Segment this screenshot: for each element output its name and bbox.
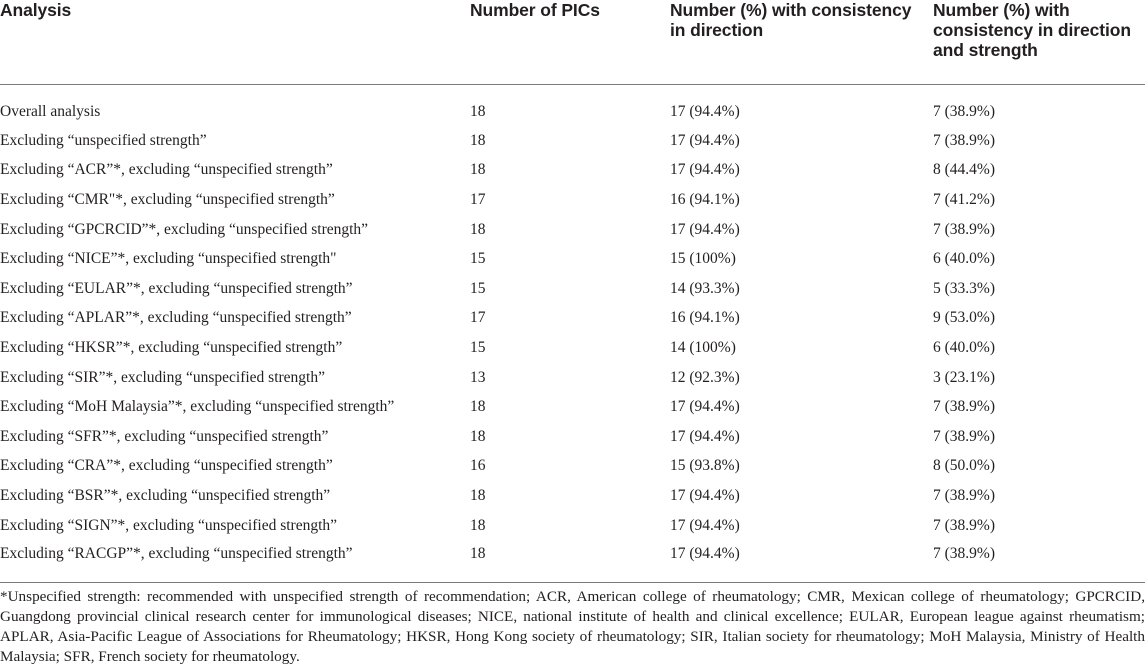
cell-pics: 18: [470, 103, 486, 121]
header-number-of-pics: Number of PICs: [468, 0, 668, 84]
cell-analysis: Excluding “unspecified strength”: [0, 131, 207, 149]
cell-analysis: Excluding “RACGP”*, excluding “unspecified strength”: [0, 545, 353, 563]
cell-analysis: Excluding “SFR”*, excluding “unspecified strength”: [0, 427, 329, 445]
table-row: [0, 511, 1145, 541]
cell-direction-strength: 8 (44.4%): [933, 161, 995, 179]
cell-direction: 16 (94.1%): [670, 309, 740, 327]
table-row: [0, 481, 1145, 511]
cell-analysis: Excluding “NICE”*, excluding “unspecified strength": [0, 250, 337, 268]
cell-direction: 17 (94.4%): [670, 516, 740, 534]
table-row: [0, 422, 1145, 452]
cell-analysis: Excluding “EULAR”*, excluding “unspecified strength”: [0, 279, 353, 297]
table-row: [0, 304, 1145, 334]
cell-direction-strength: 7 (38.9%): [933, 131, 995, 149]
cell-direction: 15 (93.8%): [670, 457, 740, 475]
cell-direction-strength: 7 (38.9%): [933, 516, 995, 534]
cell-pics: 17: [470, 190, 486, 208]
cell-pics: 18: [470, 220, 486, 238]
table-row: [0, 156, 1145, 186]
table-body: [0, 84, 1145, 578]
table-row: [0, 215, 1145, 245]
table-bottom-rule: [0, 582, 1145, 583]
cell-pics: 18: [470, 131, 486, 149]
cell-direction-strength: 7 (41.2%): [933, 190, 995, 208]
cell-direction: 17 (94.4%): [670, 161, 740, 179]
cell-direction: 17 (94.4%): [670, 398, 740, 416]
cell-direction-strength: 6 (40.0%): [933, 338, 995, 356]
table-row: [0, 392, 1145, 422]
cell-pics: 15: [470, 250, 486, 268]
cell-direction-strength: 7 (38.9%): [933, 545, 995, 563]
table-row: [0, 126, 1145, 156]
header-consistency-direction: Number (%) with consistency in direction: [668, 0, 931, 84]
cell-analysis: Excluding “BSR”*, excluding “unspecified strength”: [0, 486, 331, 504]
cell-analysis: Excluding “HKSR”*, excluding “unspecified strength”: [0, 338, 343, 356]
table-row: [0, 274, 1145, 304]
cell-pics: 18: [470, 486, 486, 504]
cell-analysis: Excluding “GPCRCID”*, excluding “unspecified strength”: [0, 220, 369, 238]
header-consistency-direction-strength: Number (%) with consistency in direction and strength: [931, 0, 1145, 84]
table-row: [0, 84, 1145, 126]
cell-pics: 15: [470, 338, 486, 356]
cell-direction-strength: 8 (50.0%): [933, 457, 995, 475]
table-row: [0, 363, 1145, 393]
cell-direction: 15 (100%): [670, 250, 736, 268]
cell-direction-strength: 7 (38.9%): [933, 103, 995, 121]
cell-pics: 18: [470, 427, 486, 445]
table-row: [0, 244, 1145, 274]
cell-direction: 16 (94.1%): [670, 190, 740, 208]
cell-analysis: Excluding “ACR”*, excluding “unspecified strength”: [0, 161, 333, 179]
cell-direction: 12 (92.3%): [670, 368, 740, 386]
header-analysis: Analysis: [0, 0, 468, 84]
cell-direction: 17 (94.4%): [670, 131, 740, 149]
cell-direction: 14 (100%): [670, 338, 736, 356]
cell-pics: 16: [470, 457, 486, 475]
cell-pics: 15: [470, 279, 486, 297]
cell-direction: 17 (94.4%): [670, 427, 740, 445]
cell-pics: 18: [470, 161, 486, 179]
cell-direction-strength: 5 (33.3%): [933, 279, 995, 297]
table-row: [0, 185, 1145, 215]
cell-pics: 18: [470, 516, 486, 534]
table-row: [0, 333, 1145, 363]
cell-analysis: Excluding “SIR”*, excluding “unspecified strength”: [0, 368, 325, 386]
cell-direction: 17 (94.4%): [670, 486, 740, 504]
cell-pics: 17: [470, 309, 486, 327]
cell-pics: 18: [470, 545, 486, 563]
cell-analysis: Excluding “MoH Malaysia”*, excluding “unspecified strength”: [0, 398, 395, 416]
cell-direction: 17 (94.4%): [670, 220, 740, 238]
cell-analysis: Excluding “CMR"*, excluding “unspecified strength”: [0, 190, 335, 208]
cell-direction-strength: 3 (23.1%): [933, 368, 995, 386]
cell-pics: 18: [470, 398, 486, 416]
cell-direction-strength: 6 (40.0%): [933, 250, 995, 268]
header-row: [0, 0, 1145, 84]
table-row: [0, 452, 1145, 482]
cell-direction-strength: 9 (53.0%): [933, 309, 995, 327]
cell-direction-strength: 7 (38.9%): [933, 220, 995, 238]
cell-analysis: Excluding “APLAR”*, excluding “unspecified strength”: [0, 309, 352, 327]
cell-analysis: Overall analysis: [0, 103, 101, 121]
cell-direction-strength: 7 (38.9%): [933, 398, 995, 416]
cell-direction: 17 (94.4%): [670, 103, 740, 121]
cell-analysis: Excluding “CRA”*, excluding “unspecified strength”: [0, 457, 333, 475]
table-row: [0, 540, 1145, 578]
cell-analysis: Excluding “SIGN”*, excluding “unspecified strength”: [0, 516, 338, 534]
table-footnote: *Unspecified strength: recommended with unspecified strength of recommendation; ACR, American college of rheumatology; CMR, Mexican college of rheumatology; GPCRCID, Guangdong provincial clinical research center for immunological diseases; NICE, national institute of health and clinical excellence; EULAR, European league against rheumatism; APLAR, Asia-Pacific League of Associations for Rheumatology; HKSR, Hong Kong society of rheumatology; SIR, Italian society for rheumatology; MoH Malaysia, Ministry of Health Malaysia; SFR, French society for rheumatology.: [0, 588, 1145, 665]
cell-direction-strength: 7 (38.9%): [933, 486, 995, 504]
cell-direction: 17 (94.4%): [670, 545, 740, 563]
table-header: [0, 0, 1145, 84]
cell-direction: 14 (93.3%): [670, 279, 740, 297]
cell-pics: 13: [470, 368, 486, 386]
cell-direction-strength: 7 (38.9%): [933, 427, 995, 445]
